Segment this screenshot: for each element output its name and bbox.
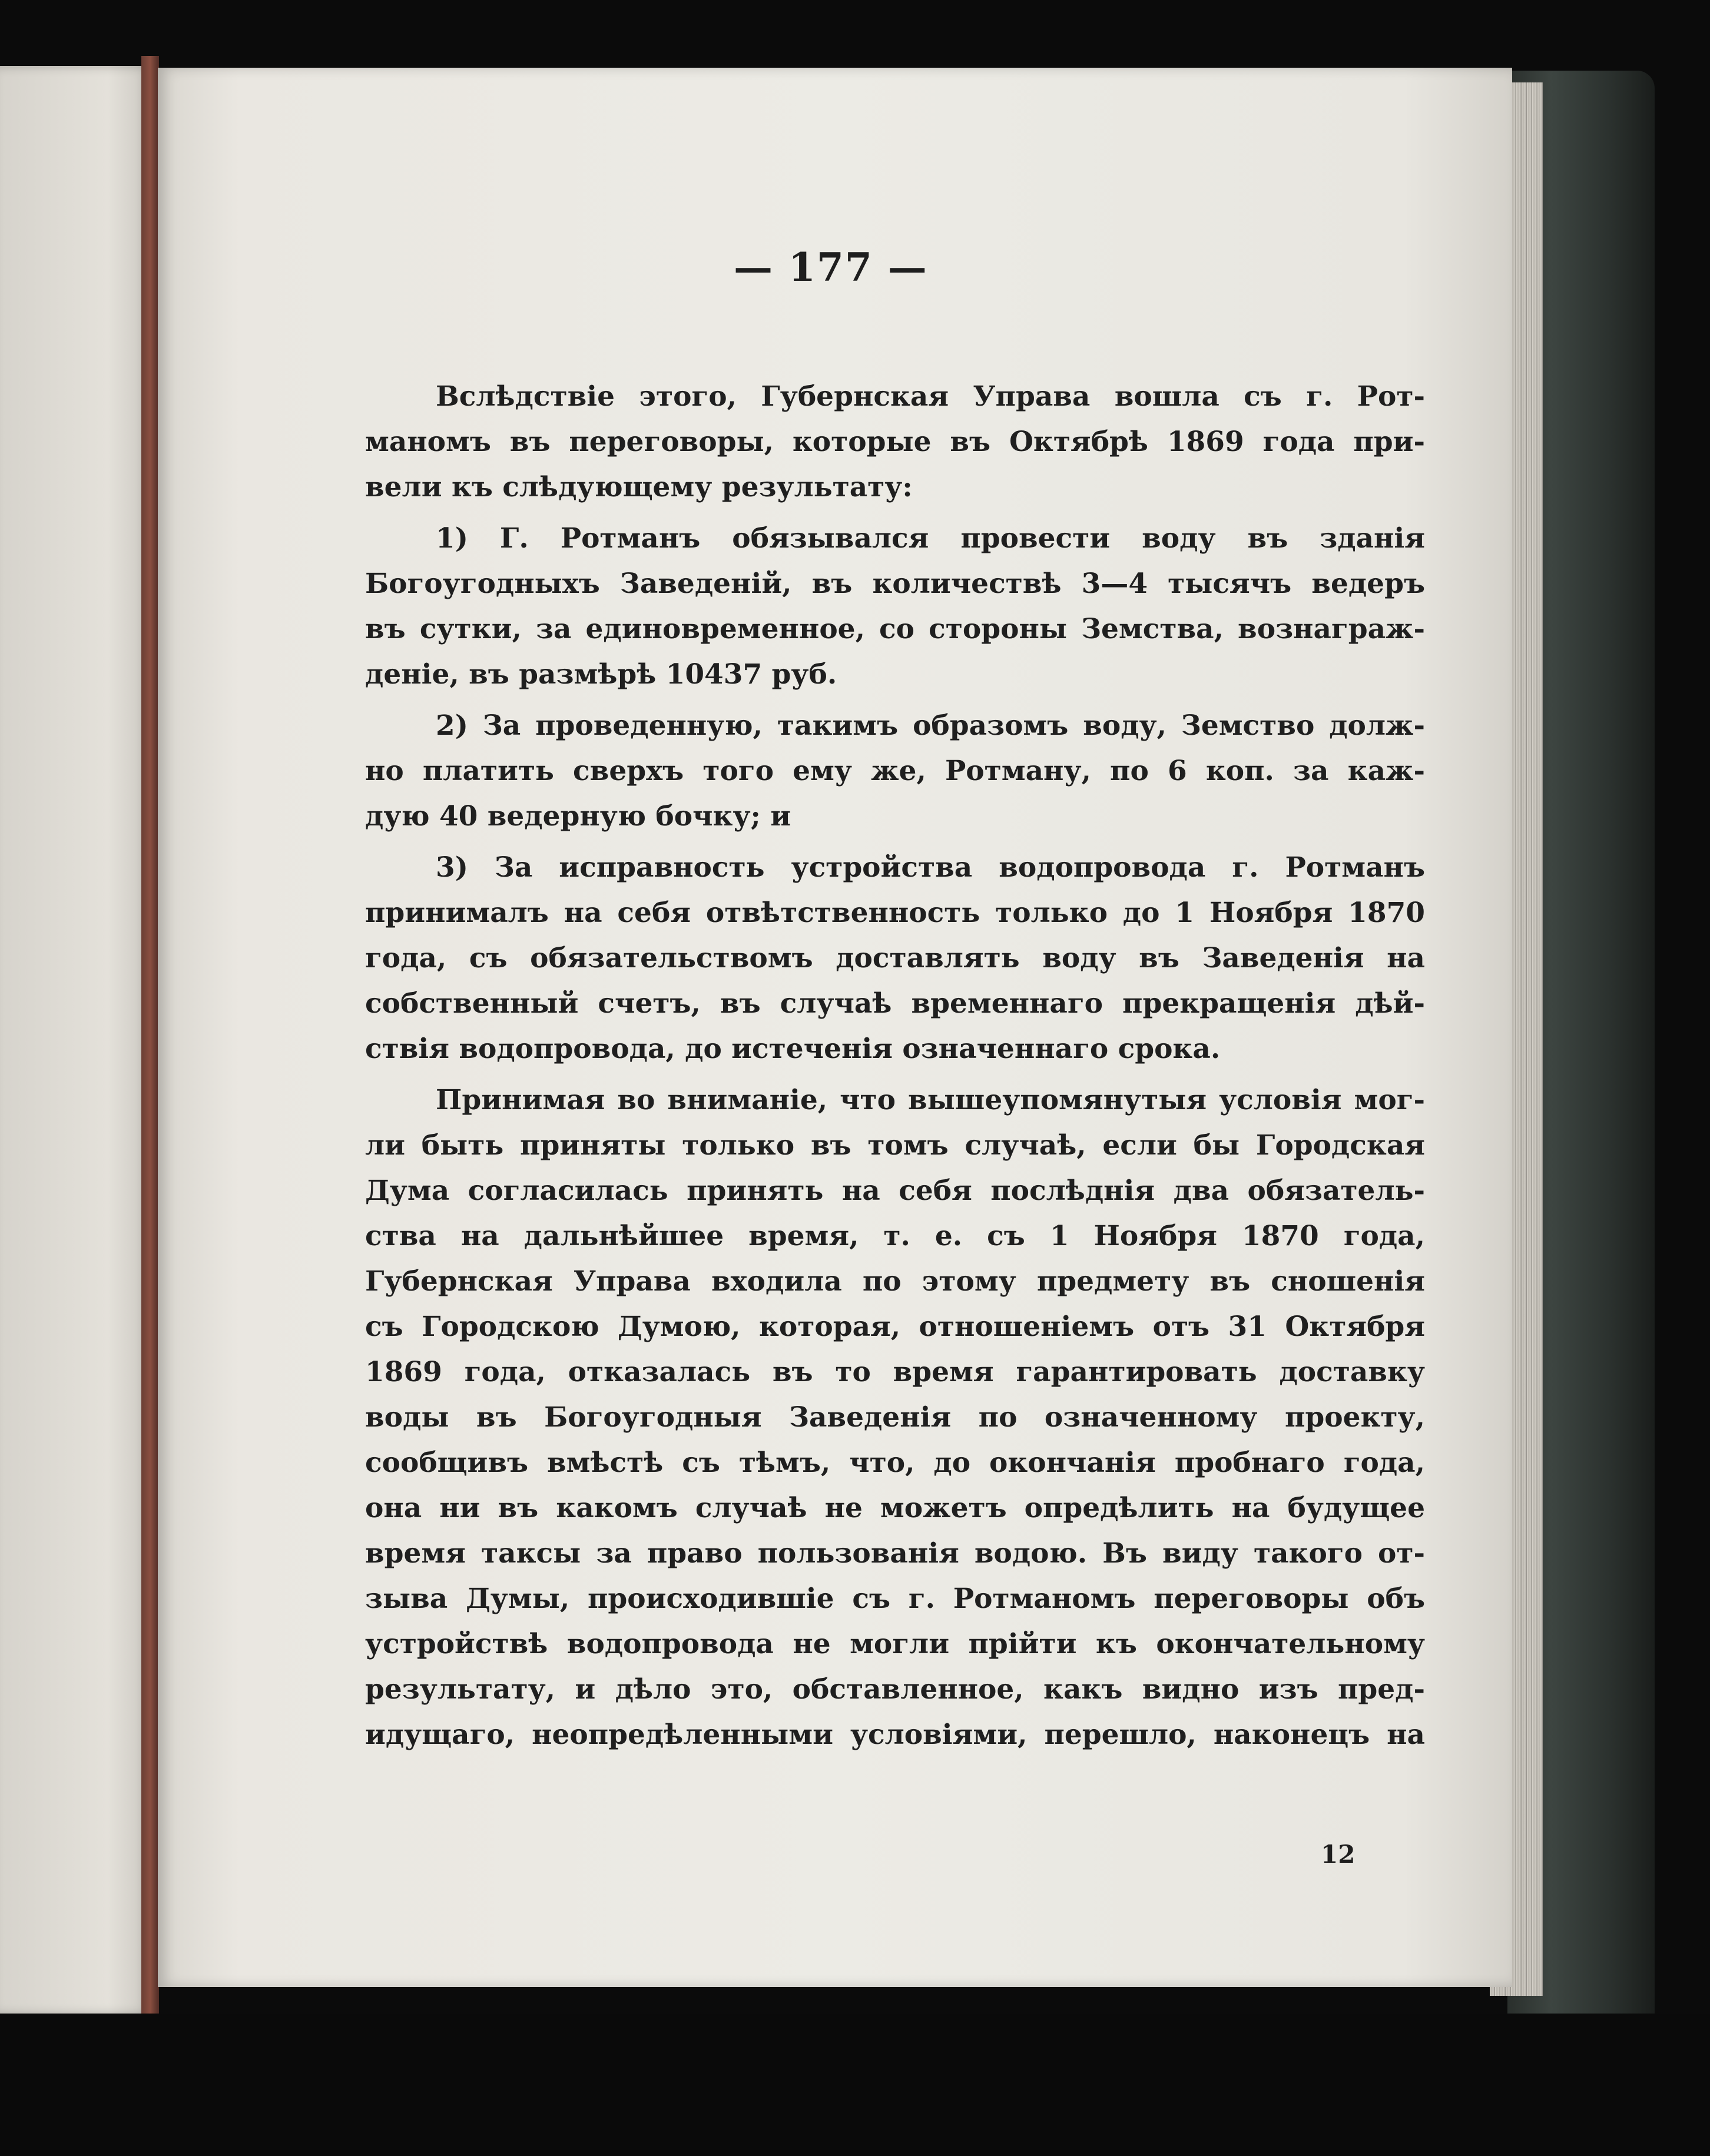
text-line: результату, и дѣло это, обставленное, какъ видно изъ пред- <box>365 1673 1425 1706</box>
text-line: принималъ на себя отвѣтственность только до 1 Ноября 1870 <box>365 897 1425 929</box>
text-line: зыва Думы, происходившіе съ г. Ротманомъ переговоры объ <box>365 1583 1425 1615</box>
text-line: ства на дальнѣйшее время, т. е. съ 1 Ноября 1870 года, <box>365 1220 1425 1252</box>
text-line: собственный счетъ, въ случаѣ временнаго прекращенія дѣй- <box>365 987 1425 1020</box>
text-line: сообщивъ вмѣстѣ съ тѣмъ, что, до окончанія пробнаго года, <box>365 1447 1425 1479</box>
text-line: устройствѣ водопровода не могли прійти къ окончательному <box>365 1628 1425 1660</box>
left-page-edge <box>0 66 154 2015</box>
text-line: 2) За проведенную, такимъ образомъ воду, Земство долж- <box>436 709 1425 742</box>
page-number: — 177 — <box>734 244 928 290</box>
page-body-text <box>365 374 1425 1757</box>
text-line: Богоугодныхъ Заведеній, въ количествѣ 3—4 тысячъ ведеръ <box>365 568 1425 600</box>
text-line: ли быть приняты только въ томъ случаѣ, если бы Городская <box>365 1129 1425 1162</box>
text-line: вели къ слѣдующему результату: <box>365 471 913 503</box>
text-line: года, съ обязательствомъ доставлять воду въ Заведенія на <box>365 942 1425 974</box>
book-page <box>158 68 1512 1987</box>
text-line: время таксы за право пользованія водою. Въ виду такого от- <box>365 1537 1425 1570</box>
text-line: маномъ въ переговоры, которые въ Октябрѣ 1869 года при- <box>365 426 1425 458</box>
text-line: съ Городскою Думою, которая, отношеніемъ отъ 31 Октября <box>365 1311 1425 1343</box>
text-line: идущаго, неопредѣленными условіями, перешло, наконецъ на <box>365 1719 1425 1751</box>
text-line: Дума согласилась принять на себя послѣднія два обязатель- <box>365 1175 1425 1207</box>
text-line: но платить сверхъ того ему же, Ротману, по 6 коп. за каж- <box>365 755 1425 787</box>
signature-mark: 12 <box>1321 1840 1356 1869</box>
text-line: ствія водопровода, до истеченія означеннаго срока. <box>365 1033 1221 1065</box>
binding-spine <box>141 56 159 2022</box>
text-line: Губернская Управа входила по этому предмету въ сношенія <box>365 1265 1425 1298</box>
text-line: Вслѣдствіе этого, Губернская Управа вошла съ г. Рот- <box>436 380 1425 413</box>
text-line: 3) За исправность устройства водопровода г. Ротманъ <box>436 851 1425 884</box>
background-shadow <box>0 2014 1710 2156</box>
text-line: Принимая во вниманіе, что вышеупомянутыя условія мог- <box>436 1084 1425 1116</box>
text-line: 1) Г. Ротманъ обязывался провести воду въ зданія <box>436 522 1425 555</box>
text-line: воды въ Богоугодныя Заведенія по означенному проекту, <box>365 1401 1425 1434</box>
text-line: въ сутки, за единовременное, со стороны Земства, вознаграж- <box>365 613 1425 645</box>
text-line: она ни въ какомъ случаѣ не можетъ опредѣлить на будущее <box>365 1492 1425 1524</box>
text-line: 1869 года, отказалась въ то время гарантировать доставку <box>365 1356 1425 1388</box>
text-line: дую 40 ведерную бочку; и <box>365 800 791 832</box>
bleed-through-shadow <box>158 374 164 380</box>
text-line: деніе, въ размѣрѣ 10437 руб. <box>365 658 837 691</box>
